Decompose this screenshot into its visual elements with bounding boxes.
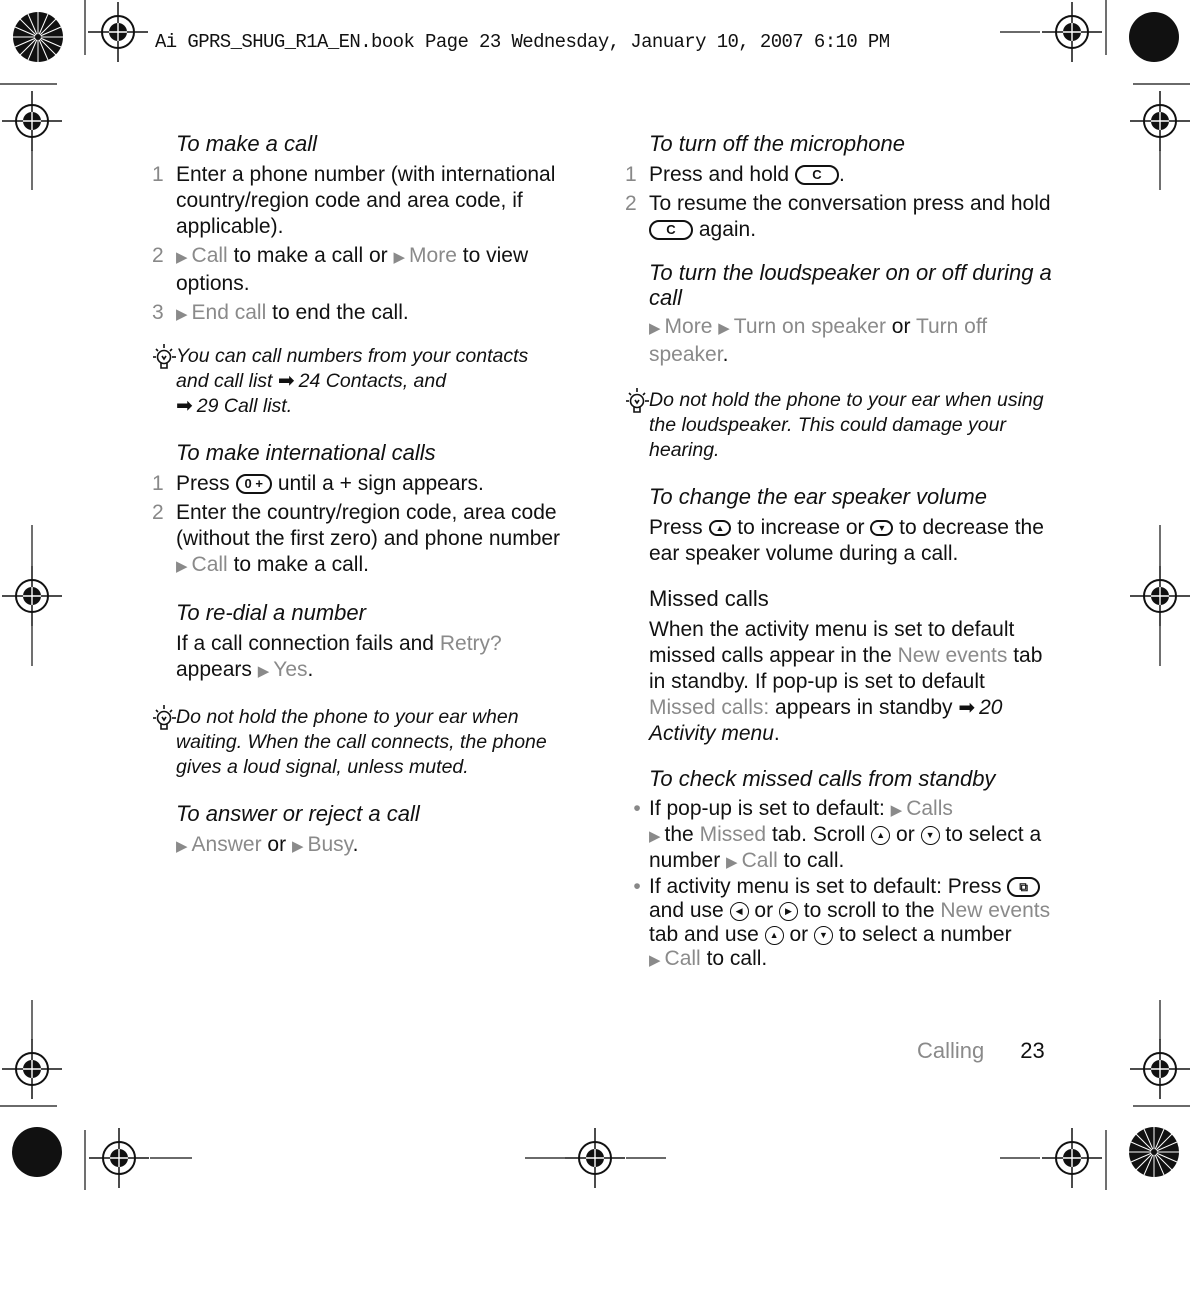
menu-term: Turn off speaker bbox=[649, 315, 988, 366]
step bbox=[152, 243, 562, 297]
paragraph bbox=[176, 631, 562, 685]
cross-reference: 20 Activity menu bbox=[649, 696, 1003, 745]
tip bbox=[152, 705, 562, 780]
nav-up-key-icon: ▲ bbox=[871, 826, 890, 845]
list-text: to select a number bbox=[838, 923, 1012, 946]
step-text: to make a call. bbox=[233, 553, 369, 576]
tip bbox=[625, 388, 1055, 463]
step-text: to make a call or bbox=[233, 244, 388, 267]
cross-reference: 24 Contacts, and bbox=[298, 370, 447, 392]
print-slug: Ai GPRS_SHUG_R1A_EN.book Page 23 Wednesday, January 10, 2007 6:10 PM bbox=[155, 31, 890, 53]
step-number: 3 bbox=[152, 301, 164, 324]
para-text: appears in standby bbox=[775, 696, 953, 719]
heading-answer-reject: To answer or reject a call bbox=[176, 801, 420, 826]
menu-term: New events bbox=[940, 899, 1051, 922]
list-text: to call. bbox=[783, 849, 845, 872]
page-footer bbox=[917, 1038, 1045, 1064]
arrow-right-pointer-icon: ➡ bbox=[277, 370, 295, 392]
menu-term: Call bbox=[741, 849, 778, 872]
menu-term: Calls bbox=[906, 797, 953, 820]
section-name: Calling bbox=[917, 1038, 985, 1063]
bullet-icon: • bbox=[633, 875, 641, 898]
menu-term: Missed bbox=[699, 823, 767, 846]
para-text: or bbox=[267, 833, 287, 856]
menu-term: More bbox=[409, 244, 457, 267]
step-text: to view options. bbox=[176, 244, 529, 295]
nav-down-key-icon: ▼ bbox=[921, 826, 940, 845]
step-text: again. bbox=[698, 218, 757, 241]
menu-arrow-icon: ▶ bbox=[649, 320, 661, 337]
para-text: If a call connection fails and bbox=[176, 632, 434, 655]
tip-text: Do not hold the phone to your ear when using the loudspeaker. This could damage your hearing. bbox=[649, 389, 1044, 461]
list-text: or bbox=[789, 923, 809, 946]
menu-term: Turn on speaker bbox=[733, 315, 886, 338]
menu-arrow-icon: ▶ bbox=[649, 828, 661, 845]
menu-arrow-icon: ▶ bbox=[176, 306, 188, 323]
menu-arrow-icon: ▶ bbox=[726, 854, 738, 871]
step-number: 2 bbox=[152, 244, 164, 267]
step-text: Enter a phone number (with international country/region code and area code, if applicable). bbox=[176, 163, 556, 238]
menu-term: Busy bbox=[307, 833, 353, 856]
paragraph bbox=[649, 314, 1055, 368]
heading-redial: To re-dial a number bbox=[176, 600, 366, 625]
menu-term: New events bbox=[897, 644, 1008, 667]
step-text: Press bbox=[176, 472, 230, 495]
tip-text: You can call numbers from your contacts and call list bbox=[176, 345, 529, 392]
menu-arrow-icon: ▶ bbox=[176, 249, 188, 266]
nav-right-key-icon: ▶ bbox=[779, 902, 798, 921]
para-text: . bbox=[722, 343, 729, 366]
paragraph bbox=[176, 832, 562, 860]
step-number: 1 bbox=[152, 472, 164, 495]
arrow-right-pointer-icon: ➡ bbox=[176, 395, 193, 417]
list-text: the bbox=[664, 823, 694, 846]
c-key-icon: C bbox=[649, 220, 693, 240]
para-text: When the activity menu is set to default missed calls appear in the bbox=[649, 618, 1015, 667]
step-text: Enter the country/region code, area code (without the first zero) and phone number bbox=[176, 501, 561, 550]
step bbox=[625, 191, 1055, 243]
zero-plus-key-icon: 0 + bbox=[236, 474, 272, 494]
step-number: 2 bbox=[625, 192, 637, 215]
volume-up-key-icon: ▲ bbox=[709, 520, 732, 536]
list-text: or bbox=[896, 823, 915, 846]
list-text: or bbox=[754, 899, 774, 922]
heading-microphone: To turn off the microphone bbox=[649, 131, 906, 156]
arrow-right-pointer-icon: ➡ bbox=[958, 697, 976, 719]
heading-check-missed-calls: To check missed calls from standby bbox=[649, 766, 996, 791]
menu-arrow-icon: ▶ bbox=[890, 802, 903, 819]
nav-down-key-icon: ▼ bbox=[814, 926, 833, 945]
step bbox=[152, 300, 562, 328]
step-text: . bbox=[838, 163, 845, 186]
left-column bbox=[152, 130, 562, 860]
list-text: to call. bbox=[706, 947, 768, 970]
para-text: to increase or bbox=[737, 516, 865, 539]
list-text: to select a number bbox=[649, 823, 1042, 872]
lightbulb-icon bbox=[152, 705, 176, 780]
heading-missed-calls: Missed calls bbox=[649, 586, 769, 611]
tip bbox=[152, 344, 562, 419]
cross-reference: 29 Call list. bbox=[196, 395, 293, 417]
step bbox=[152, 162, 562, 240]
menu-arrow-icon: ▶ bbox=[257, 663, 270, 680]
menu-term: Missed calls: bbox=[649, 696, 770, 719]
menu-term: Call bbox=[191, 244, 228, 267]
paragraph bbox=[649, 617, 1055, 747]
menu-term: End call bbox=[191, 301, 267, 324]
step-number: 1 bbox=[152, 163, 164, 186]
activity-menu-key-icon: ⧉ bbox=[1007, 877, 1040, 897]
para-text: appears bbox=[176, 658, 252, 681]
menu-term: Call bbox=[664, 947, 701, 970]
list-text: If pop-up is set to default: bbox=[649, 797, 885, 820]
menu-term: Yes bbox=[273, 658, 308, 681]
para-text: to decrease the ear speaker volume during a call. bbox=[649, 516, 1044, 565]
list-text: to scroll to the bbox=[803, 899, 935, 922]
step-text: until a + sign appears. bbox=[277, 472, 484, 495]
right-column bbox=[625, 130, 1055, 973]
menu-term: Call bbox=[191, 553, 228, 576]
para-text: . bbox=[773, 722, 780, 745]
heading-loudspeaker: To turn the loudspeaker on or off during a call bbox=[649, 260, 1052, 310]
heading-make-call: To make a call bbox=[176, 131, 318, 156]
step bbox=[152, 500, 562, 580]
heading-ear-speaker-volume: To change the ear speaker volume bbox=[649, 484, 987, 509]
c-key-icon: C bbox=[795, 165, 839, 185]
para-text: Press bbox=[649, 516, 703, 539]
list-text: tab and use bbox=[649, 923, 759, 946]
step-text: Press and hold bbox=[649, 163, 790, 186]
menu-arrow-icon: ▶ bbox=[176, 838, 188, 855]
step-text: to end the call. bbox=[272, 301, 409, 324]
lightbulb-icon bbox=[625, 388, 649, 463]
lightbulb-icon bbox=[152, 344, 176, 419]
paragraph bbox=[649, 515, 1055, 567]
step bbox=[152, 471, 562, 497]
list-text: and use bbox=[649, 899, 724, 922]
menu-term: More bbox=[664, 315, 713, 338]
nav-up-key-icon: ▲ bbox=[765, 926, 784, 945]
page-number: 23 bbox=[1020, 1038, 1045, 1063]
menu-arrow-icon: ▶ bbox=[649, 952, 661, 969]
para-text: or bbox=[891, 315, 911, 338]
list-text: tab. Scroll bbox=[771, 823, 866, 846]
heading-international-calls: To make international calls bbox=[176, 440, 436, 465]
para-text: . bbox=[307, 658, 314, 681]
menu-term: Answer bbox=[191, 833, 262, 856]
menu-arrow-icon: ▶ bbox=[718, 320, 730, 337]
step-text: To resume the conversation press and hold bbox=[649, 192, 1051, 215]
menu-arrow-icon: ▶ bbox=[393, 249, 406, 266]
list-item bbox=[625, 875, 1055, 973]
para-text: tab in standby. If pop-up is set to default bbox=[649, 644, 1043, 693]
list-text: If activity menu is set to default: Press bbox=[649, 875, 1002, 898]
tip-text: Do not hold the phone to your ear when waiting. When the call connects, the phone gives a loud signal, unless muted. bbox=[176, 706, 547, 778]
step bbox=[625, 162, 1055, 188]
para-text: . bbox=[352, 833, 359, 856]
bullet-icon: • bbox=[633, 797, 641, 820]
volume-down-key-icon: ▼ bbox=[870, 520, 893, 536]
step-number: 1 bbox=[625, 163, 637, 186]
list-item bbox=[625, 797, 1055, 875]
nav-left-key-icon: ◀ bbox=[730, 902, 749, 921]
menu-arrow-icon: ▶ bbox=[291, 838, 304, 855]
step-number: 2 bbox=[152, 501, 164, 524]
menu-term: Retry? bbox=[439, 632, 502, 655]
menu-arrow-icon: ▶ bbox=[176, 558, 188, 575]
